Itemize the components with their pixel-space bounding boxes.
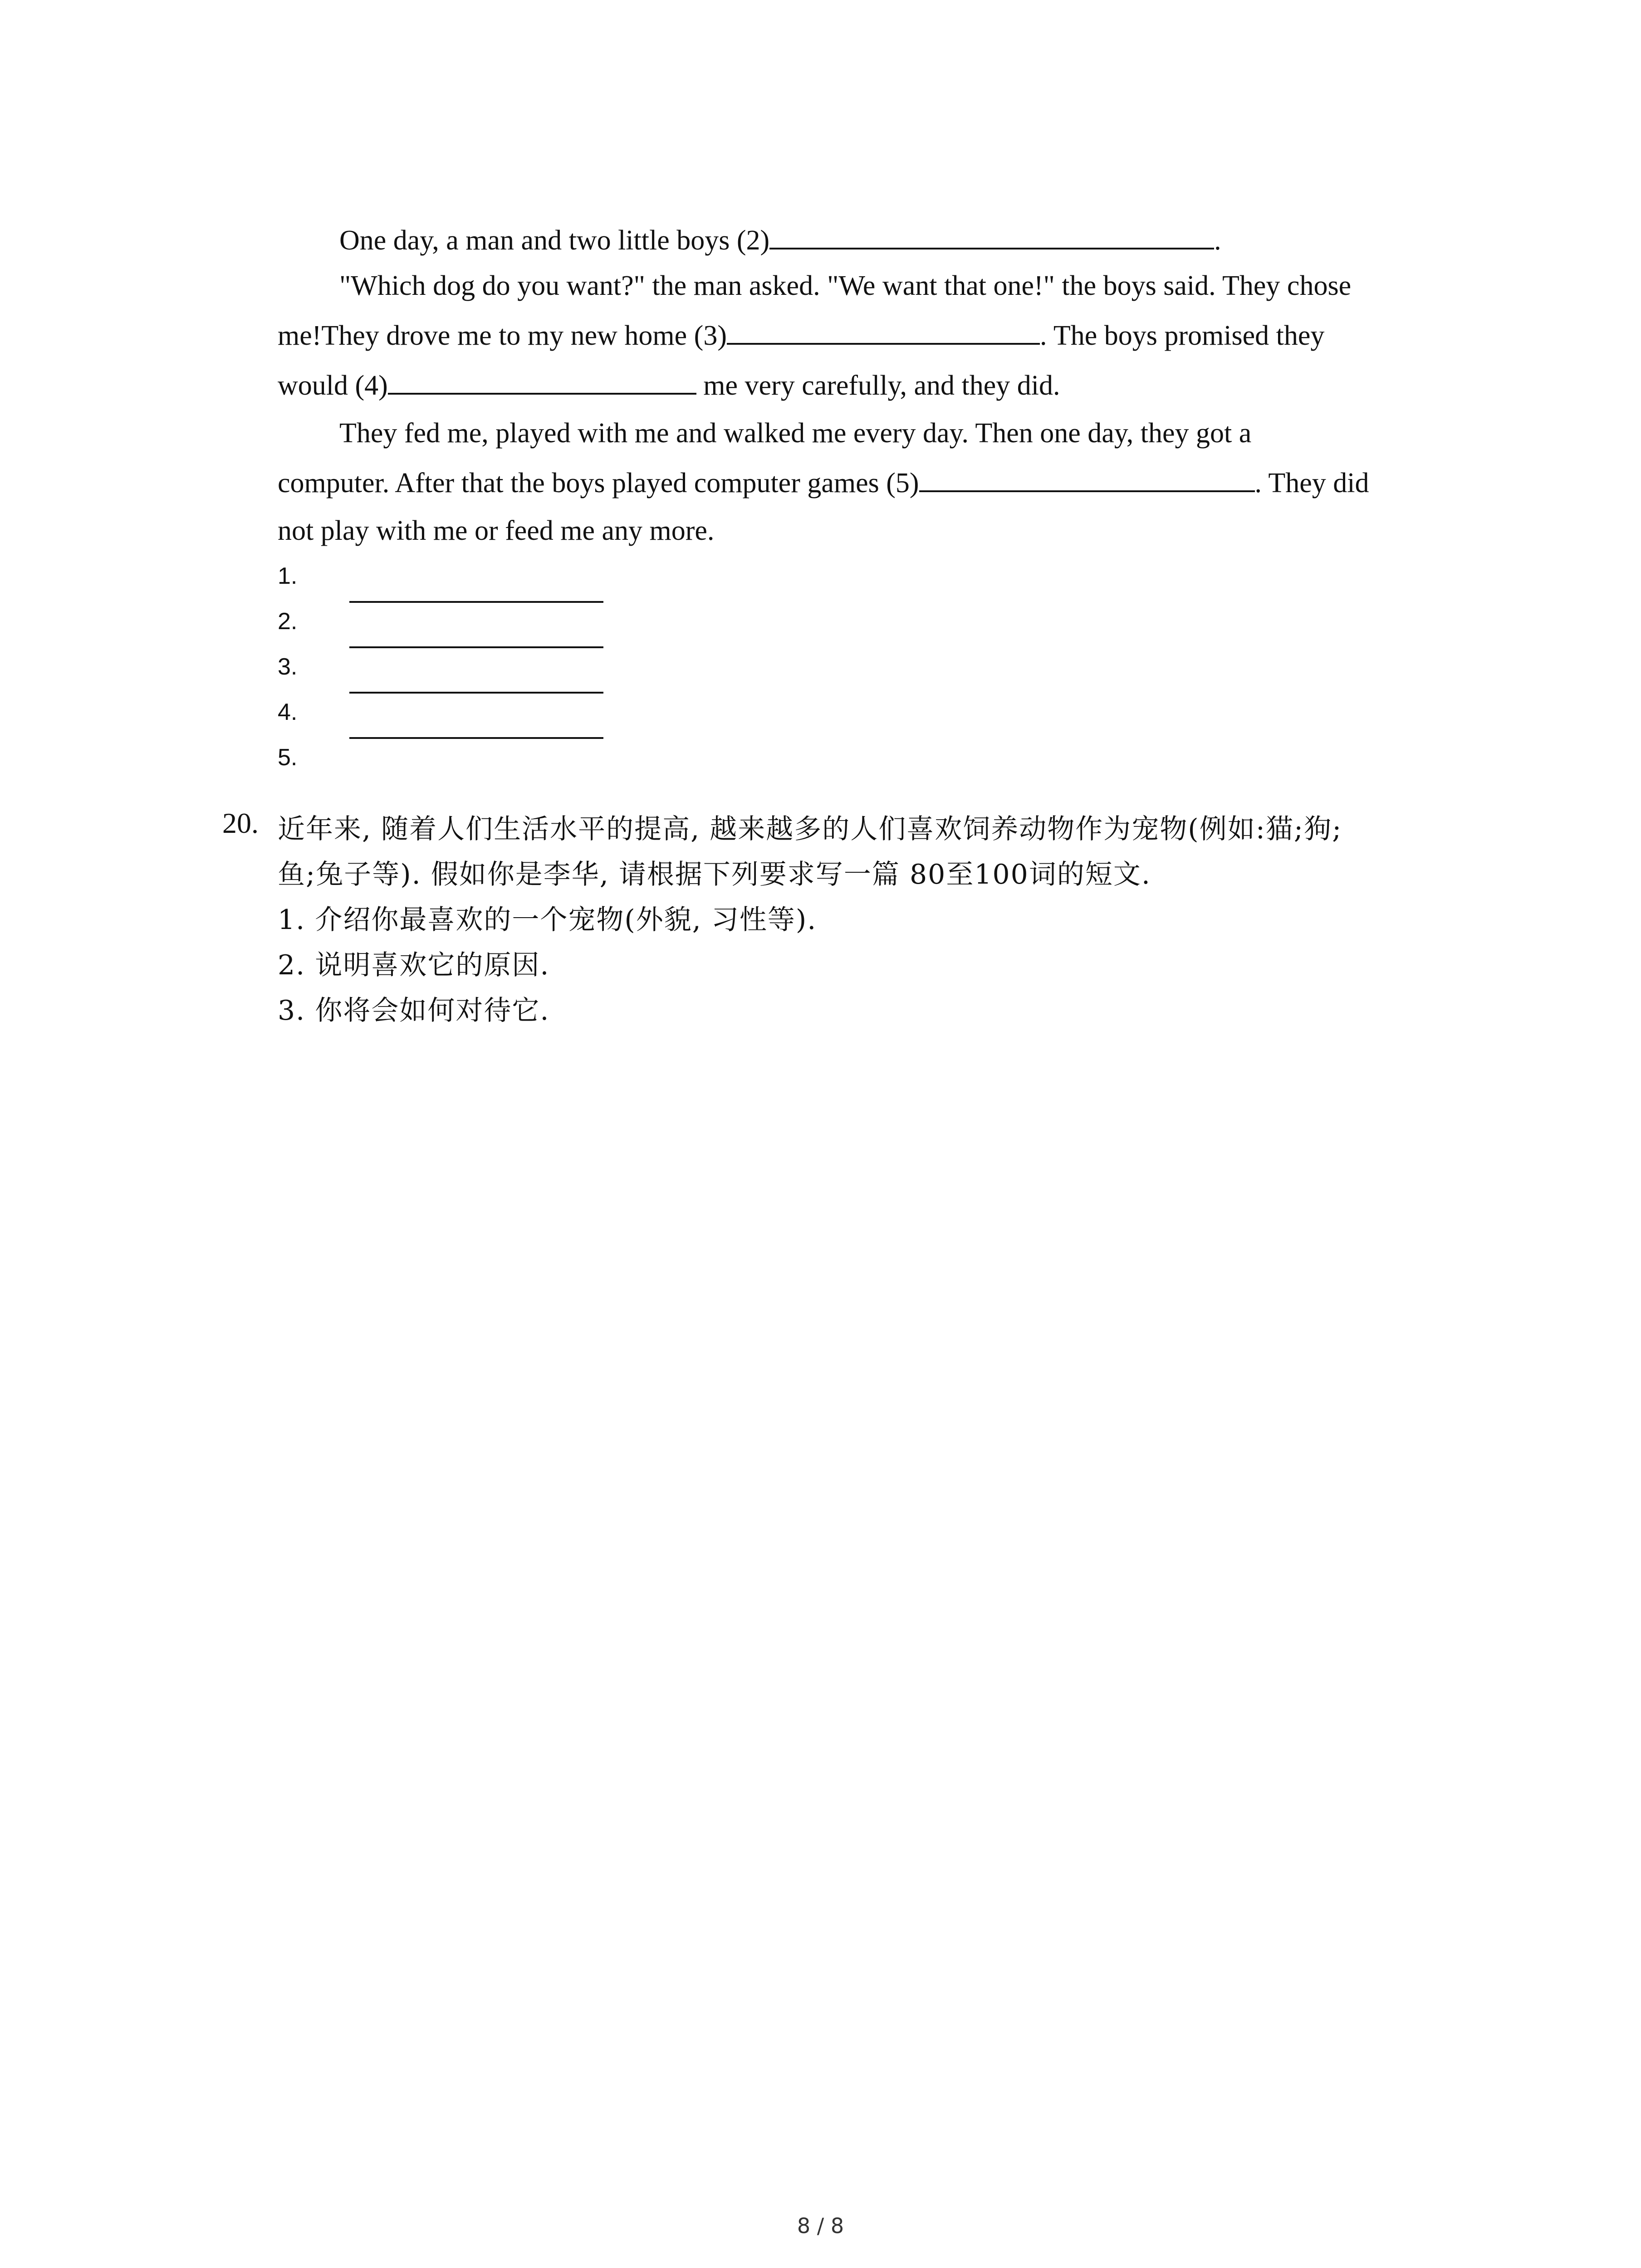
- passage-text: me!They drove me to my new home (3): [278, 320, 727, 351]
- passage-line-7: [278, 508, 714, 553]
- passage-text: would (4): [278, 370, 388, 401]
- answer-label-2: 2.: [278, 608, 298, 635]
- passage-line-5: [339, 411, 1251, 456]
- passage-text: One day, a man and two little boys (2): [339, 225, 770, 256]
- answer-line-4[interactable]: [349, 737, 603, 739]
- answer-line-3[interactable]: [349, 692, 603, 694]
- requirement-3: 3. 你将会如何对待它.: [278, 995, 550, 1026]
- blank-5[interactable]: [919, 462, 1255, 492]
- passage-text: . They did: [1254, 468, 1369, 499]
- passage-line-2: [339, 263, 1351, 308]
- blank-2[interactable]: [769, 220, 1214, 249]
- passage-text: me very carefully, and they did.: [696, 370, 1060, 401]
- passage-line-4: [278, 363, 1060, 408]
- page-number: 8 / 8: [797, 2214, 844, 2238]
- passage-line-1: [339, 218, 1221, 263]
- requirement-2: 2. 说明喜欢它的原因.: [278, 949, 550, 981]
- passage-line-3: [278, 313, 1324, 358]
- question-line-2: 鱼;兔子等). 假如你是李华, 请根据下列要求写一篇 80至100词的短文.: [278, 859, 1151, 890]
- passage-line-6: [278, 460, 1369, 506]
- requirement-1: 1. 介绍你最喜欢的一个宠物(外貌, 习性等).: [278, 904, 817, 936]
- passage-text: not play with me or feed me any more.: [278, 515, 715, 546]
- blank-3[interactable]: [727, 315, 1040, 345]
- answer-label-1: 1.: [278, 563, 298, 589]
- blank-4[interactable]: [388, 365, 696, 395]
- answer-line-2[interactable]: [349, 646, 603, 648]
- question-number: 20.: [222, 807, 259, 839]
- answer-label-5: 5.: [278, 744, 298, 771]
- punctuation: .: [1214, 225, 1221, 256]
- passage-text: They fed me, played with me and walked me every day. Then one day, they got a: [339, 418, 1252, 449]
- answer-label-4: 4.: [278, 699, 298, 725]
- question-line-1: 近年来, 随着人们生活水平的提高, 越来越多的人们喜欢饲养动物作为宠物(例如:猫;狗;: [278, 813, 1342, 845]
- passage-text: computer. After that the boys played computer games (5): [278, 468, 919, 499]
- answer-label-3: 3.: [278, 654, 298, 680]
- passage-text: "Which dog do you want?" the man asked. "We want that one!" the boys said. They chose: [339, 270, 1352, 301]
- answer-line-1[interactable]: [349, 601, 603, 603]
- passage-text: . The boys promised they: [1039, 320, 1325, 351]
